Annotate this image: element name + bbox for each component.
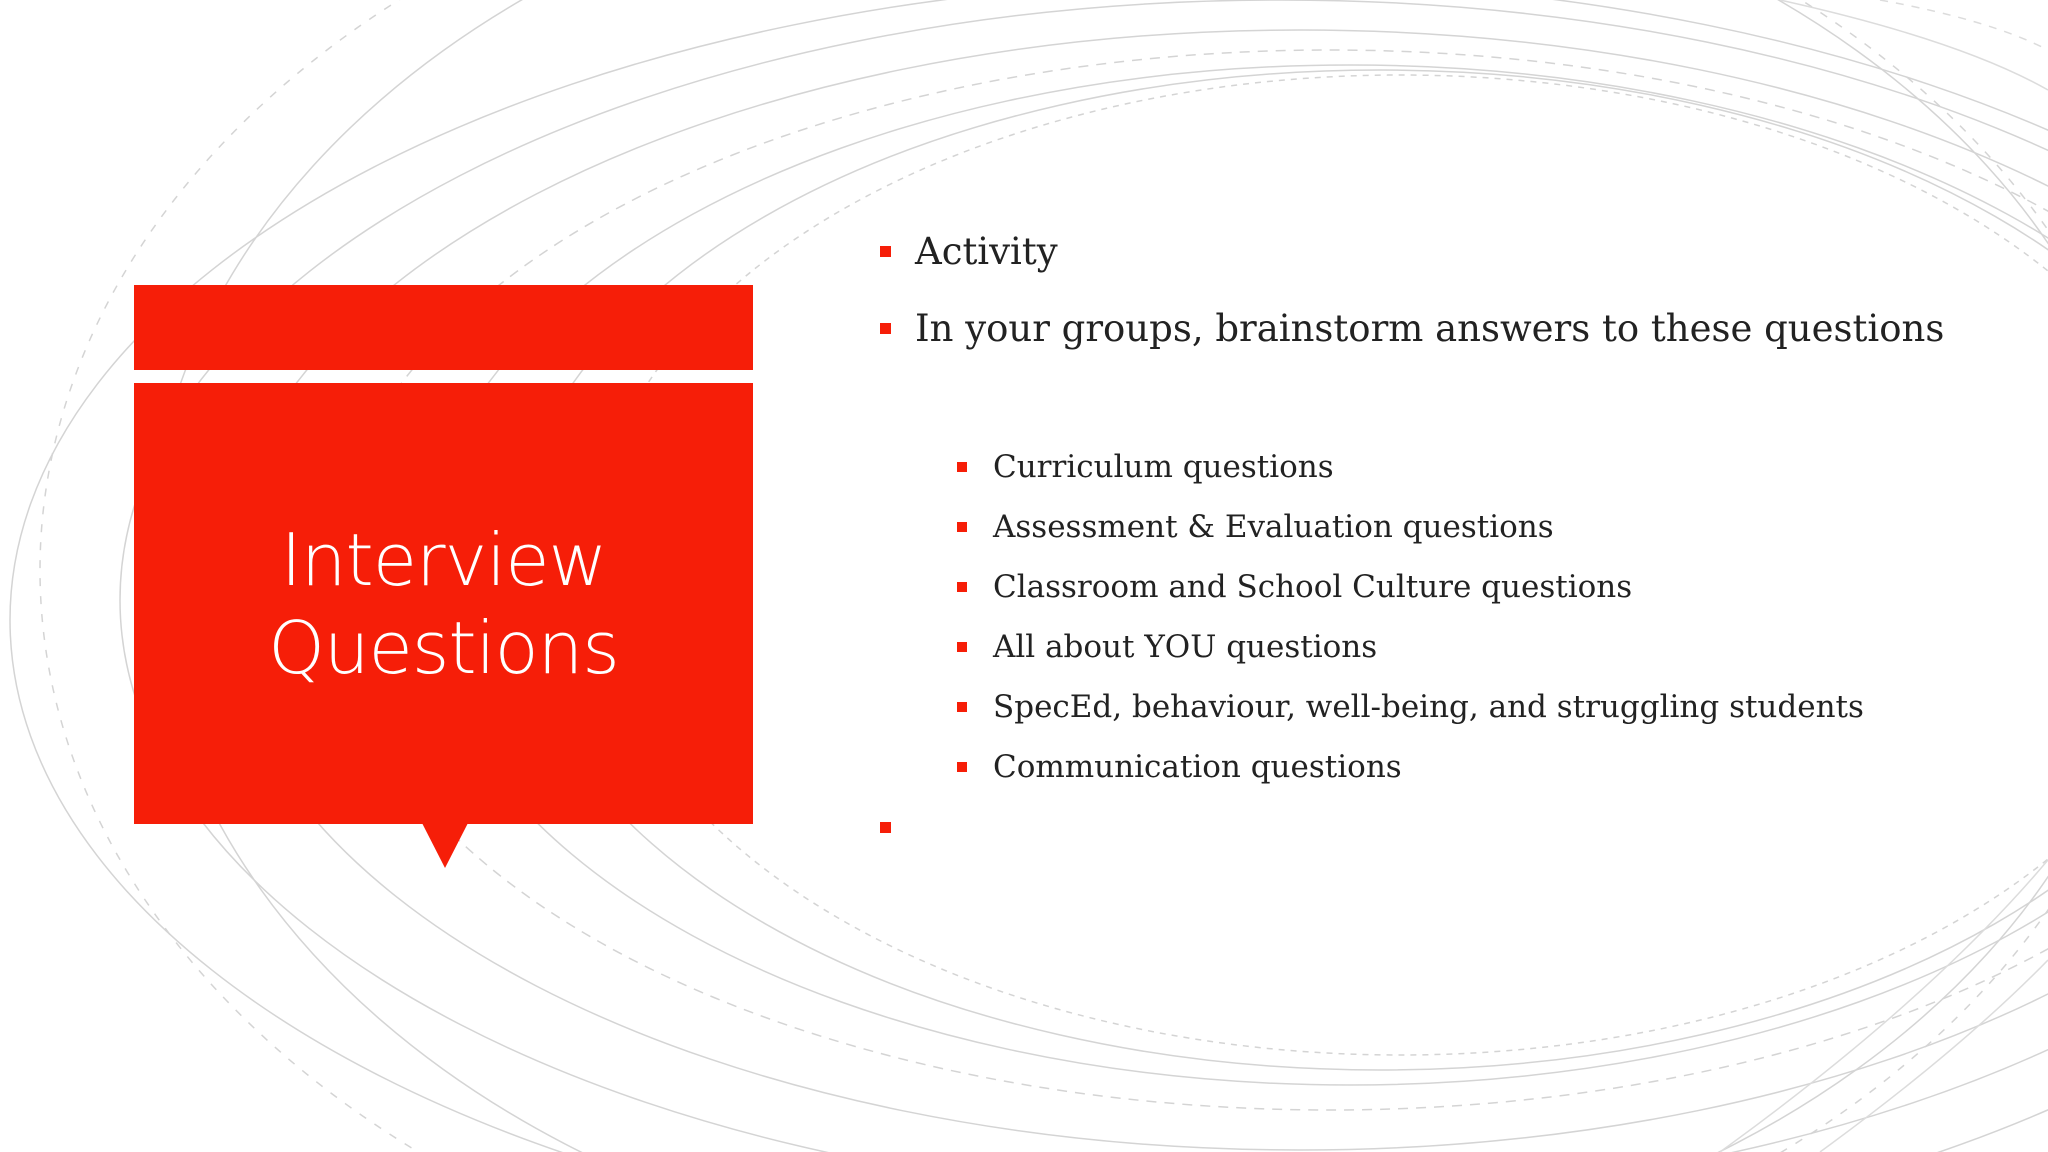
sub-bullet-label: Classroom and School Culture questions <box>993 569 1633 605</box>
bullet-label: Activity <box>915 230 1058 273</box>
bullet-square-icon <box>957 582 967 592</box>
sub-bullet-item <box>957 449 1334 485</box>
bullet-square-icon <box>957 762 967 772</box>
bullet-item-empty <box>880 822 915 833</box>
bullet-square-icon <box>957 702 967 712</box>
sub-bullet-label: Curriculum questions <box>993 449 1334 485</box>
bullet-square-icon <box>880 323 891 334</box>
sub-bullet-label: All about YOU questions <box>993 629 1378 665</box>
sub-bullet-item <box>957 749 1402 785</box>
sub-bullet-label: SpecEd, behaviour, well-being, and struggling students <box>993 689 1864 725</box>
sub-bullet-label: Assessment & Evaluation questions <box>993 509 1554 545</box>
bullet-square-icon <box>957 642 967 652</box>
bullet-item-brainstorm <box>880 307 1944 350</box>
bullet-label: In your groups, brainstorm answers to these questions <box>915 307 1945 350</box>
sub-bullet-item <box>957 689 1864 725</box>
bullet-square-icon <box>957 522 967 532</box>
sub-bullet-item <box>957 629 1377 665</box>
slide-title-line-2: Questions <box>268 605 619 690</box>
sub-bullet-label: Communication questions <box>993 749 1402 785</box>
bullet-square-icon <box>957 462 967 472</box>
bullet-square-icon <box>880 246 891 257</box>
bullet-item-activity <box>880 230 1058 273</box>
bullet-square-icon <box>880 822 891 833</box>
sub-bullet-item <box>957 569 1632 605</box>
slide-title-line-1: Interview <box>280 517 607 602</box>
sub-bullet-item <box>957 509 1554 545</box>
